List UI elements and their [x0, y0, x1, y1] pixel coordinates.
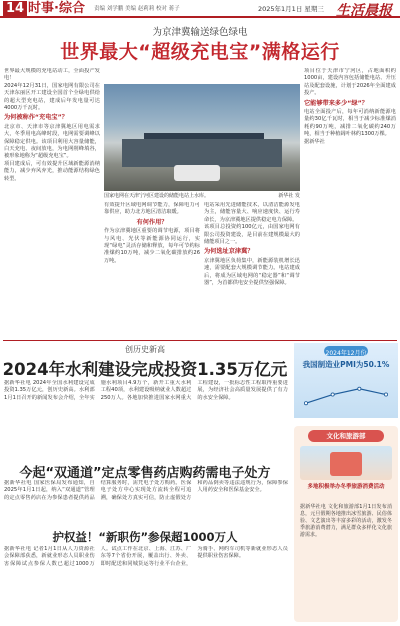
card-subtitle: 多地积极举办冬季旅游消费活动 [307, 484, 385, 490]
story1-column-2 [104, 202, 200, 338]
story1-kicker: 为京津冀输送绿色绿电 [152, 27, 248, 38]
story1-paragraph: 作为京津冀地区重要的调节电源，项目将与风电、光伏等新能源协同运行，实现“绿电”灵活存储和释放，每年可节约标准煤约10万吨，减少二氧化碳排放约26万吨。 [104, 228, 200, 264]
story1-column-1 [4, 68, 100, 338]
pmi-point-1 [331, 393, 334, 396]
pmi-infobox [294, 343, 398, 418]
shopping-bag-icon [330, 452, 362, 476]
story1-paragraph: 电站全面投产后，每年可消纳新能源电量约30亿千瓦时，相当于减少标准煤消耗约90万吨，减排二氧化碳约240万吨，相当于种植阔叶林约1300万棵。 据新华社 [304, 109, 396, 145]
pmi-title: 我国制造业PMI为50.1% [302, 360, 390, 369]
newspaper-masthead: 生活晨报 [336, 3, 392, 19]
editor-credits: 责编 刘学鹏 美编 赵莉莉 校对 蒋子 [94, 6, 180, 12]
vehicle [174, 165, 220, 181]
story1-subhead: 为何选址京津冀？ [204, 248, 254, 256]
story3-headline: 今起“双通道”定点零售药店购药需电子处方 [19, 466, 271, 481]
issue-date: 2025年1月1日 星期三 [258, 5, 324, 13]
pmi-series-line [306, 389, 386, 403]
section-divider [3, 340, 397, 341]
card-header: 文化和旅游部 [308, 430, 384, 442]
section-name: 时事·综合 [28, 1, 85, 16]
story2-kicker: 创历史新高 [125, 345, 165, 354]
photo-caption-text: 国家电网在天津宁河区建设的储能电站上水库。 [104, 193, 210, 199]
story1-paragraph: 电站采用先进储能技术，以清洁能源发电为主，储能容量大、响应速度快、运行寿命长，为京津冀地区提供稳定电力保障。 该项目总投资约100亿元，由国家电网有限公司投资建设，是目前在建规模最大的储能项目之一。 [204, 202, 300, 246]
story4-headline: 护权益！“新职伤”参保超1000万人 [52, 530, 238, 544]
pmi-date: 2024年12月份 [325, 350, 367, 357]
story1-headline: 世界最大“超级充电宝”满格运行 [60, 41, 340, 63]
page-header [0, 0, 400, 18]
page-number: 14 [3, 1, 27, 17]
story3-body: 据新华社电 国家医保局发布通知，自2025年1月1日起，纳入“双通道”管理的定点零售药店在为参保患者提供药品结算服务时，需凭电子处方购药。医保电子处方中心实现处方流转全程可追溯，确保处方真实可信，防止虚假处方和药品倒卖等违法违规行为，保障参保人用药安全和医保基金安全。 [4, 480, 288, 501]
story2-headline: 2024年水利建设完成投资1.35万亿元 [2, 360, 288, 379]
story1-subhead: 有何作用？ [136, 218, 168, 226]
story1-subhead: 它能够带来多少“绿”？ [304, 99, 368, 107]
storage-station-photo [104, 84, 300, 191]
story2-body: 据新华社电 2024年全国水利建设完成投资1.35万亿元，创历史新高。水利部1月1日召开的新闻发布会介绍，全年实施水利项目4.9万个，新开工重大水利工程40项，水利建设吸纳就业人数超过250万人。各地加快推进国家水网重大工程建设，一批标志性工程取得重要进展，为经济社会高质量发展提供了有力的水安全保障。 [4, 380, 288, 401]
photo-credit: 新华社 发 [278, 193, 300, 199]
story1-paragraph: 世界最大规模的充电站动工，全面投产发电！ 2024年12月31日，国家电网有限公司在天津东丽区开工建设全国首个全绿电供给的超大型充电站，建成后年发电量可达4000万千瓦时。 [4, 68, 100, 112]
story1-subhead: 为何被称作“充电宝”？ [4, 114, 68, 122]
story1-paragraph: 项目位于天津市宁河区，占地面积约1000亩，建设内容包括储能电站、升压站及配套设施，计划于2026年全面建成投产。 [304, 68, 396, 97]
pmi-point-0 [304, 402, 307, 405]
story1-paragraph: 北京市、天津市等京津冀地区用电需求大，冬季用电高峰时段，电网需要调峰以保障稳定供电。该项目利用大容量储能，白天充电、夜间放电，为电网削峰填谷，被形象地称为“超级充电宝”。 项目建成后，可有效提升区域新能源消纳能力，减少弃风弃光，推动能源结构绿色转型。 [4, 123, 100, 182]
pmi-line-chart [300, 377, 392, 415]
story1-column-4 [304, 68, 396, 338]
story1-paragraph: 京津冀地区负荷集中，新能源装机增长迅速，需要配套大规模调节能力。电站建成后，将成为区域电网的“稳定器”和“调节器”，为首都供电安全提供坚强保障。 [204, 257, 300, 287]
story1-column-3 [204, 202, 300, 338]
story1-paragraph: 有效提升区域电网调节能力，保障电力可靠供应，助力北方地区清洁取暖。 [104, 202, 200, 216]
photo-caption [104, 192, 300, 199]
card-body: 据新华社电 文化和旅游部1月1日发布消息，元旦假期各地推出冰雪旅游、民俗体验、文艺演出等丰富多彩的活动，激发冬季旅游消费潜力，满足群众多样化文化旅游需求。 [300, 504, 392, 538]
station-building [122, 139, 282, 167]
card-illustration [300, 446, 392, 480]
culture-tourism-card [294, 426, 398, 622]
pmi-point-2 [358, 387, 361, 390]
pmi-point-3 [384, 393, 387, 396]
story4-body: 据新华社电 记者1月1日从人力资源社会保障部获悉，新就业形态人员职业伤害保障试点参保人数已超过1000万人。试点工作在北京、上海、江苏、广东等7个省份开展，覆盖出行、外卖、即时配送和同城货运等行业平台企业，为骑手、网约车司机等新就业形态人员提供职业伤害保障。 [4, 546, 288, 567]
